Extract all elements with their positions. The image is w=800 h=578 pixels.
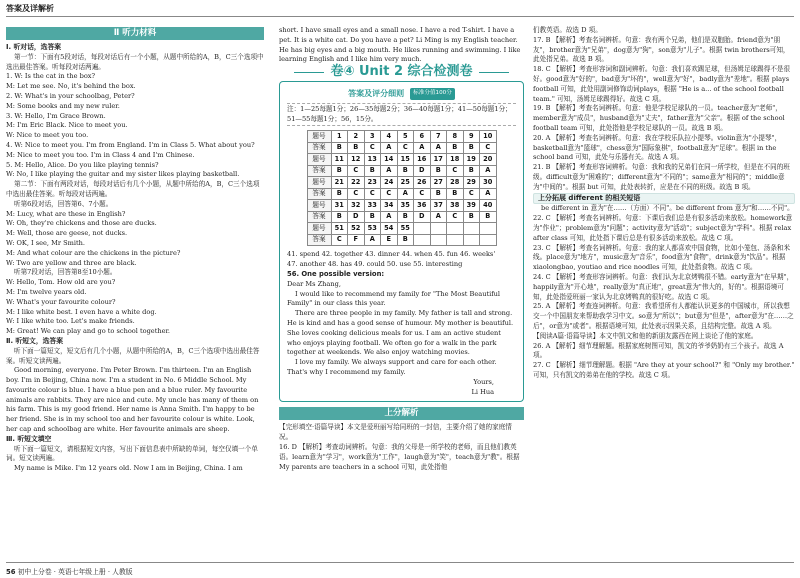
answer-cell: 7: [430, 131, 447, 143]
answer-cell: 38: [447, 200, 464, 212]
text-line: M: I'm Eric Black. Nice to meet you.: [6, 121, 128, 130]
answer-cell: 29: [463, 177, 480, 189]
unit-title: 卷④ Unit 2 综合检测卷: [330, 64, 473, 80]
row-label: 答案: [307, 234, 331, 246]
answer-cell: B: [364, 165, 381, 177]
answer-cell: 5: [397, 131, 414, 143]
section-banner: [6, 27, 264, 40]
answer-cell: 24: [381, 177, 398, 189]
row-label: 题号: [307, 177, 331, 189]
answer-cell: 17: [430, 154, 447, 166]
answer-cell: B: [331, 142, 348, 154]
answer-cell: B: [331, 165, 348, 177]
text-line: There are three people in my family. My father is tall and strong. He is kind and has a good sense of humour. My mother is beautiful. She loves cooking delicious meals for us. I am an active student who enjoys playing football. We often go for a walk in the park together at weekends. We also enjoy watching movies.: [287, 309, 514, 357]
answer-cell: [463, 234, 480, 246]
text-line: W: Oh, they're chickens and those are ducks.: [6, 219, 157, 228]
text-line: W: Two are yellow and three are black.: [6, 258, 137, 267]
text-line: W: I like white too. Let's make friends.: [6, 317, 135, 326]
answer-cell: C: [348, 188, 365, 200]
text-line: 2. W: What's in your schoolbag, Peter?: [6, 91, 135, 100]
sample-letter: [287, 280, 516, 378]
answer-cell: D: [414, 211, 431, 223]
answer-cell: 28: [447, 177, 464, 189]
answer-cell: 30: [480, 177, 497, 189]
text-line: 4. W: Nice to meet you. I'm from England. I'm in Class 5. What about you?: [6, 140, 255, 149]
text-line: M: Lucy, what are these in English?: [6, 209, 126, 218]
answer-cell: B: [397, 165, 414, 177]
answer-cell: 18: [447, 154, 464, 166]
answer-cell: A: [480, 165, 497, 177]
answer-cell: C: [331, 234, 348, 246]
text-line: 听下面一篇短文，请根据短文内容，写出下面信息表中所缺的单词，每空仅填一个单词。短文读两遍。: [6, 444, 258, 463]
answer-cell: 16: [414, 154, 431, 166]
answer-cell: C: [397, 142, 414, 154]
answer-cell: C: [447, 211, 464, 223]
blank-answer-line: 47. another 48. has 49. could 50. use 55. interesting: [287, 260, 463, 269]
answer-cell: B: [447, 188, 464, 200]
answer-cell: A: [430, 211, 447, 223]
text-line: My name is Mike. I'm 12 years old. Now I am in Beijing, China. I am: [14, 464, 243, 473]
answer-cell: A: [381, 165, 398, 177]
answer-cell: B: [331, 188, 348, 200]
answer-cell: C: [480, 142, 497, 154]
text-line: M: I'm twelve years old.: [6, 287, 87, 296]
answer-cell: C: [348, 165, 365, 177]
page-number: 56: [6, 568, 16, 576]
text-line: 20. A 【解析】考查名词辨析。句意：我在学校乐队拉小提琴。violin意为"小提琴"，basketball意为"篮球"，chess意为"国际象棋"，football意为"足球"。根据 in the school band 可知，此处与乐器有关。故选 A 项。: [533, 133, 782, 162]
text-line: M: Some books and my new ruler.: [6, 101, 120, 110]
text-line: 第二节：下面有两段对话，每段对话后有几个小题，从题中所给的A，B，C三个选项中选出最佳答案。听每段对话两遍。: [6, 180, 260, 198]
answer-cell: 10: [480, 131, 497, 143]
answer-cell: A: [397, 188, 414, 200]
answer-cell: B: [397, 234, 414, 246]
text-line: 【阅读A篇·语篇导读】本文中凯文和他的新朋友露西在网上谈论了他的家庭。: [533, 331, 758, 340]
text-line: 1. W: Is the cat in the box?: [6, 72, 96, 81]
passage-guide: 【完形填空·语篇导读】本文是爱班丽写给同班的一封信，主要介绍了她的家庭情况。: [279, 423, 512, 442]
text-line: 3. W: Hello, I'm Grace Brown.: [6, 111, 106, 120]
row-label: 答案: [307, 165, 331, 177]
row-label: 题号: [307, 131, 331, 143]
middle-column: [279, 26, 524, 472]
answer-cell: A: [480, 188, 497, 200]
answer-cell: 27: [430, 177, 447, 189]
answer-cell: B: [397, 211, 414, 223]
unit-heading: [279, 64, 524, 80]
row-label: 题号: [307, 200, 331, 212]
page-footer: [6, 566, 133, 576]
text-line: 24. C 【解析】考查形容词辨析。句意：我们认为北京烤鸭很不错。early意为"在早期"，happily意为"开心地"，really意为"真正地"，great意为"伟大的，好的"。根据语境可知，此处指爱班丽一家认为北京烤鸭真的很好吃。故选 C 项。: [533, 272, 794, 301]
text-line: M: I like white best. I even have a white dog.: [6, 307, 157, 316]
answer-cell: 36: [414, 200, 431, 212]
row-label: 答案: [307, 142, 331, 154]
text-line: 25. A 【解析】考查连词辨析。句意：我希望所有人都能认识更多的中国城市，所以我想交一个中国朋友来帮助我学习中文。so意为"所以"；but意为"但是"，after意为"在……之后"，or意为"或者"。根据语境可知，此处表示因果关系，且结构完整。故选 A 项。: [533, 302, 794, 330]
text-line: 听下面一篇短文，短文后有几个小题，从题中所给的A，B，C三个选项中选出最佳答案。听短文读两遍。: [6, 346, 260, 365]
answer-cell: 34: [381, 200, 398, 212]
answer-cell: 37: [430, 200, 447, 212]
answer-cell: B: [447, 142, 464, 154]
answer-cell: A: [430, 142, 447, 154]
answer-cell: 26: [414, 177, 431, 189]
answer-cell: [447, 223, 464, 235]
blank-answer-line: 41. spend 42. together 43. dinner 44. when 45. fun 46. weeks': [287, 250, 496, 259]
answer-cell: 1: [331, 131, 348, 143]
answer-cell: C: [414, 188, 431, 200]
answer-cell: 3: [364, 131, 381, 143]
answer-cell: [480, 234, 497, 246]
text-line: W: Hello, Tom. How old are you?: [6, 278, 116, 287]
answer-cell: B: [430, 165, 447, 177]
answer-cell: [414, 234, 431, 246]
answer-cell: 55: [397, 223, 414, 235]
blank-answers: [287, 250, 516, 270]
answer-box: [279, 81, 524, 402]
text-line: I love my family. We always support and care for each other. That's why I recommend my family.: [287, 358, 497, 376]
text-line: 5. M: Hello, Alice. Do you like playing tennis?: [6, 160, 159, 169]
answer-cell: 39: [463, 200, 480, 212]
text-line: 19. B 【解析】考查名词辨析。句意：他是学校足球队的一员。teacher意为"老师"，member意为"成员"，husband意为"丈夫"，father意为"父亲"。根据 of the school football team 可知，此处指他是学校足球队的一员。故选 B 项。: [533, 104, 785, 132]
row-label: 答案: [307, 188, 331, 200]
table-row: [307, 142, 496, 154]
section-subheading: Ⅲ. 听短文填空: [6, 434, 52, 443]
section-title: Ⅱ 听力材料: [113, 27, 157, 38]
answer-cell: B: [430, 188, 447, 200]
text-line: be different in 意为"在……（方面）不同"。be different from 意为"和……不同"。: [541, 204, 794, 213]
table-row: [307, 131, 496, 143]
text-line: W: No, I like playing the guitar and my sister likes playing basketball.: [6, 170, 240, 179]
answer-table: [307, 130, 497, 246]
answer-box-title: 答案及评分细则: [348, 88, 405, 98]
answer-cell: D: [414, 165, 431, 177]
answer-cell: B: [463, 211, 480, 223]
answer-cell: B: [463, 142, 480, 154]
section-banner: [279, 407, 524, 420]
row-label: 题号: [307, 223, 331, 235]
answer-cell: A: [381, 142, 398, 154]
solution-label: 56. One possible version:: [287, 269, 385, 278]
answer-cell: 35: [397, 200, 414, 212]
answer-cell: C: [447, 165, 464, 177]
answer-cell: 54: [381, 223, 398, 235]
answer-cell: 23: [364, 177, 381, 189]
answer-cell: 4: [381, 131, 398, 143]
text-line: W: OK, I see, Mr Smith.: [6, 238, 85, 247]
answer-cell: 9: [463, 131, 480, 143]
letter-closing: Yours,: [473, 377, 494, 386]
divider: [294, 72, 324, 73]
answer-cell: B: [463, 165, 480, 177]
letter-signature: Li Hua: [471, 387, 494, 396]
answer-cell: 14: [381, 154, 398, 166]
listening-transcript: [6, 43, 264, 474]
table-row: [307, 188, 496, 200]
answer-cell: C: [364, 188, 381, 200]
text-line: 第一节：下面有5段对话，每段对话后有一个小题，从题中所给的A，B，C三个选项中选出最佳答案。听每段对话两遍。: [6, 52, 264, 71]
answer-cell: 22: [348, 177, 365, 189]
answer-cell: 19: [463, 154, 480, 166]
text-line: W: What's your favourite colour?: [6, 297, 116, 306]
section-title: 上分解析: [384, 407, 419, 418]
answer-cell: [463, 223, 480, 235]
text-line: Good morning, everyone. I'm Peter Brown. I'm thirteen. I'm an English boy. I'm in Beijing, China now. I'm a student in No. 6 Middle School. My favourite colour is blue. I have a blue pen and a blue ruler. My favourite animals are rabbits. They are nice and cute. My uncle has many of them on his farm. This is my good friend. Her name is Anna Smith. I'm happy to be her friend. She is in my school too and her favourite colour is white. Look, her cap and schoolbag are white. Her favourite animals are sheep.: [6, 366, 259, 434]
table-row: [307, 154, 496, 166]
divider: [479, 72, 509, 73]
answer-cell: [430, 223, 447, 235]
answer-box-header: [287, 88, 516, 100]
answer-cell: A: [364, 234, 381, 246]
header-rule: [6, 16, 794, 17]
answer-cell: B: [331, 211, 348, 223]
answer-cell: 33: [364, 200, 381, 212]
text-line: 21. B 【解析】考查形容词辨析。句意：我和我的兄弟们在同一所学校，但是在不同的班级。difficult意为"困难的"；different意为"不同的"；same意为"相同的"；middle意为"中间的"。根据 but 可知，此处表转折，应是在不同的班级。故选 B 项。: [533, 163, 790, 191]
answer-cell: 6: [414, 131, 431, 143]
text-line: 18. C 【解析】考查形容词和副词辨析。句意：我们喜欢踢足球，但汤姆足球踢得不是很好。good意为"好的"，bad意为"坏的"，well意为"好"，badly意为"差地"。根据 plays football 可知，此处用副词修饰动词plays，根据 "He is a... of the school football team." 可知，汤姆足球踢得好。故选 C 项。: [533, 65, 791, 103]
answer-cell: A: [381, 211, 398, 223]
answer-cell: C: [463, 188, 480, 200]
answer-cell: [447, 234, 464, 246]
answer-cell: 51: [331, 223, 348, 235]
score-badge: 标准分值100分: [410, 88, 455, 100]
footer-rule: [6, 562, 794, 563]
text-line: 17. B 【解析】考查名词辨析。句意：我有两个兄弟，他们是双胞胎。friend意为"朋友"，brother意为"兄弟"，dog意为"狗"，son意为"儿子"。根据 twin brothers可知，此处指兄弟。故选 B 项。: [533, 35, 790, 64]
explanation-item: 16. D 【解析】考查动词辨析。句意：我的父母是一所学校的老师，而且他们教英语。learn意为"学习"，work意为"工作"，laugh意为"笑"，teach意为"教"。根据 My parents are teachers in a school 可知，此处指他: [279, 442, 520, 471]
text-line: Dear Ms Zhang,: [287, 279, 341, 288]
answer-cell: C: [364, 142, 381, 154]
section-subheading: Ⅰ. 听对话，选答案: [6, 43, 62, 51]
score-note: 注：1—25每题1分；26—35每题2分；36—40每题1分；41—50每题1分；51—55每题1分；56，15分。: [287, 103, 516, 127]
answer-cell: B: [480, 211, 497, 223]
text-line: 27. C 【解析】细节理解题。根据 "Are they at your school?" 和 "Only my brother." 可知，只有凯文的弟弟在他的学校。故选 C 项。: [533, 361, 795, 379]
text-line: I would like to recommend my family for "The Most Beautiful Family" in our class this year.: [287, 289, 501, 308]
answer-cell: C: [381, 188, 398, 200]
text-line: 26. A 【解析】细节理解题。根据家庭树图可知，凯文的爷爷奶奶有三个孩子。故选 A 项。: [533, 341, 784, 360]
text-line: M: Nice to meet you too. I'm in Class 4 and I'm Chinese.: [6, 150, 195, 159]
answer-cell: [430, 234, 447, 246]
text-line: 们教英语。故选 D 项。: [533, 26, 602, 34]
text-line: 听第7段对话，回答第8至10小题。: [14, 268, 117, 277]
answer-cell: B: [348, 142, 365, 154]
text-line: 22. C 【解析】考查名词辨析。句意：下课后我们总是有很多活动来放松。homework意为"作业"；problem意为"问题"；activity意为"活动"；subject意为"学科"。根据 relax after class 可知，此处指下课后总是有很多活动来放松。故选 C 项。: [533, 214, 793, 242]
text-line: M: Let me see. No, it's behind the box.: [6, 82, 136, 91]
table-row: [307, 211, 496, 223]
running-header: 答案及详解析: [6, 4, 54, 13]
text-line: W: Nice to meet you too.: [6, 131, 89, 140]
table-row: [307, 234, 496, 246]
row-label: 题号: [307, 154, 331, 166]
text-line: M: Great! We can play and go to school together.: [6, 327, 171, 336]
answer-cell: 21: [331, 177, 348, 189]
row-label: 答案: [307, 211, 331, 223]
transcript-continuation: short. I have small eyes and a small nose. I have a red T-shirt. I have a pet. It is a white cat. Do you have a pet? Li Ming is my English teacher. He has big eyes and a big mouth. He likes running and swimming. I like learning English and I like him very much.: [279, 26, 521, 64]
answer-cell: 31: [331, 200, 348, 212]
answer-cell: 12: [348, 154, 365, 166]
answer-cell: 2: [348, 131, 365, 143]
answer-cell: 20: [480, 154, 497, 166]
answer-cell: B: [364, 211, 381, 223]
answer-cell: 11: [331, 154, 348, 166]
answer-cell: D: [348, 211, 365, 223]
answer-cell: 53: [364, 223, 381, 235]
answer-cell: A: [414, 142, 431, 154]
answer-cell: 15: [397, 154, 414, 166]
tip-heading: 上分拓展 different 的相关短语: [533, 193, 795, 205]
table-row: [307, 223, 496, 235]
table-row: [307, 200, 496, 212]
text-line: 23. C 【解析】考查名词辨析。句意：我的家人都喜欢中国食物，比如小笼包、汤条和米线。place意为"地方"，music意为"音乐"，food意为"食物"，drink意为"饮品"。根据 xiaolongbao, youtiao and rice noodles 可知，此处指食物。故选 C 项。: [533, 243, 791, 272]
book-title: 初中上分卷 · 英语七年级上册 · 人教版: [17, 568, 133, 576]
section-subheading: Ⅱ. 听短文，选答案: [6, 336, 64, 345]
answer-cell: [480, 223, 497, 235]
answer-cell: [414, 223, 431, 235]
text-line: M: Well, those are geese, not ducks.: [6, 229, 128, 238]
answer-cell: 8: [447, 131, 464, 143]
answer-cell: E: [381, 234, 398, 246]
answer-cell: F: [348, 234, 365, 246]
answer-cell: 32: [348, 200, 365, 212]
table-row: [307, 177, 496, 189]
left-column: [6, 26, 264, 474]
text-line: 听第6段对话，回答第6、7小题。: [14, 199, 113, 208]
table-row: [307, 165, 496, 177]
answer-cell: 25: [397, 177, 414, 189]
right-column: [533, 26, 795, 381]
answer-cell: 13: [364, 154, 381, 166]
answer-cell: 52: [348, 223, 365, 235]
answer-cell: 40: [480, 200, 497, 212]
text-line: M: And what colour are the chickens in the picture?: [6, 248, 181, 257]
